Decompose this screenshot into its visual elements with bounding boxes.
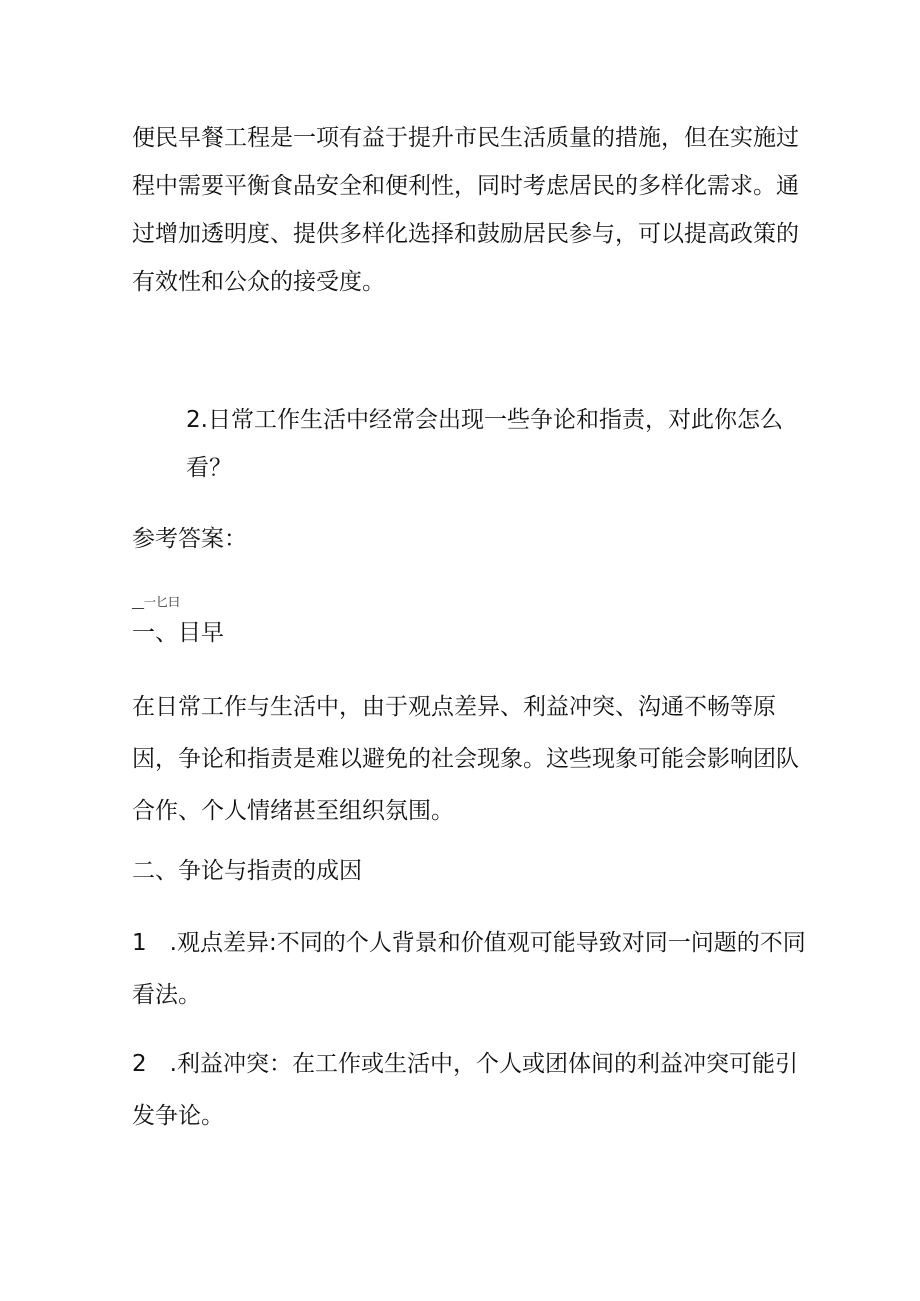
- list-item: 2 .利益冲突：在工作或生活中，个人或团体间的利益冲突可能引发争论。: [132, 1051, 798, 1129]
- section1-body: 在日常工作与生活中，由于观点差异、利益冲突、沟通不畅等原因，争论和指责是难以避免的社会现象。这些现象可能会影响团队合作、个人情绪甚至组织氛围。: [132, 694, 799, 824]
- section1-title: 一、目早: [132, 620, 224, 646]
- section2-title: 二、争论与指责的成因: [132, 858, 362, 884]
- small-heading-mark: __一匕曰: [132, 595, 181, 609]
- list-item: 1 .观点差异:不同的个人背景和价值观可能导致对同一问题的不同看法。: [132, 930, 806, 1008]
- question-text: 2.日常工作生活中经常会出现一些争论和指责，对此你怎么看？: [186, 407, 783, 481]
- answer-label: 参考答案：: [132, 526, 247, 552]
- intro-paragraph: 便民早餐工程是一项有益于提升市民生活质量的措施，但在实施过程中需要平衡食品安全和便利性，同时考虑居民的多样化需求。通过增加透明度、提供多样化选择和鼓励居民参与，可以提高政策的有效性和公众的接受度。: [132, 125, 799, 295]
